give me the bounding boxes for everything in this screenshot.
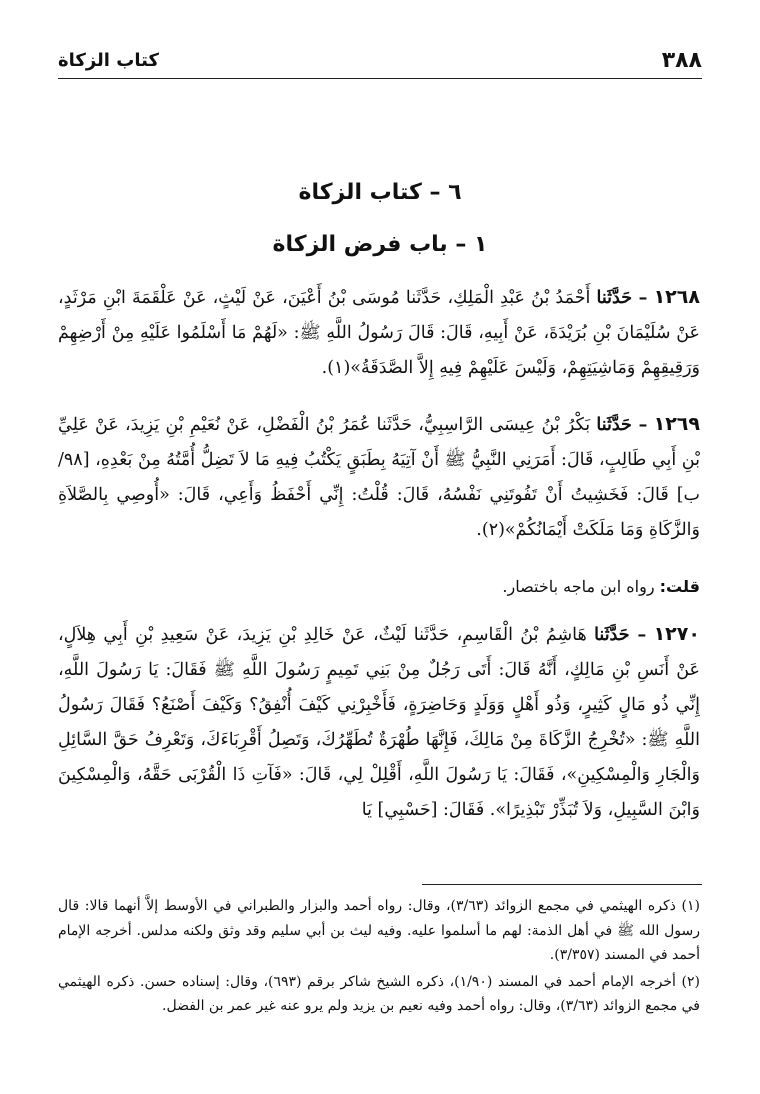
chapter-heading: ١ – باب فرض الزكاة (272, 232, 488, 257)
book-heading: ٦ – كتاب الزكاة (298, 180, 462, 205)
qult-label: قلت: (659, 577, 700, 596)
hadith-text: هَاشِمُ بْنُ الْقَاسِمِ، حَدَّثَنا لَيْثٌ، عَنْ خَالِدِ بْنِ يَزِيدَ، عَنْ سَعِيدِ بْنِ أَبِي هِلاَلٍ، عَنْ أَنَسِ بْنِ مَالِكٍ، أَنَّهُ قَالَ: أَتَى رَجُلٌ مِنْ بَنِي تَمِيمٍ رَسُولَ اللَّهِ ﷺ فَقَالَ: يَا رَسُولَ اللَّهِ، إِنِّي ذُو مَالٍ كَثِيرٍ، وَذُو أَهْلٍ وَوَلَدٍ وَحَاضِرَةٍ، فَأَخْبِرْنِي كَيْفَ أُنْفِقُ؟ وَكَيْفَ أَصْنَعُ؟ فَقَالَ رَسُولُ اللَّهِ ﷺ: «تُخْرِجُ الزَّكَاةَ مِنْ مَالِكَ، فَإِنَّهَا طُهْرَةٌ تُطَهِّرُكَ، وَتَصِلُ أَقْرِبَاءَكَ، وَتَعْرِفُ حَقَّ السَّائِلِ وَالْجَارِ وَالْمِسْكِينِ»، فَقَالَ: يَا رَسُولَ اللَّهِ، أَقْلِلْ لِي، قَالَ: «فَآتِ ذَا الْقُرْبَى حَقَّهُ، وَالْمِسْكِينَ وَابْنَ السَّبِيلِ، وَلاَ تُبَذِّرْ تَبْذِيرًا». فَقَالَ: [حَسْبِي] يَا (58, 625, 700, 820)
hadith-lead: – حَدَّثَنا (596, 415, 648, 435)
hadith-1270 (58, 617, 700, 828)
qult-text: رواه ابن ماجه باختصار. (502, 577, 655, 596)
hadith-lead: – حَدَّثَنا (594, 625, 647, 645)
footnote-2: (٢) أخرجه الإمام أحمد في المسند (١/٩٠)، ذكره الشيخ شاكر برقم (٦٩٣)، وقال: إسناده حسن. ذكره الهيثمي في مجمع الزوائد (٣/٦٣)، وقال: رواه أحمد وفيه نعيم بن يزيد ولم يرو عنه غير عمر بن الفضل. (58, 973, 700, 1014)
hadith-1268 (58, 280, 700, 386)
hadith-1269 (58, 407, 700, 548)
footnote-divider (422, 884, 702, 885)
running-head-title: كتاب الزكاة (58, 49, 159, 71)
hadith-number: ١٢٦٩ (653, 413, 700, 435)
page-number: ٣٨٨ (661, 47, 702, 73)
hadith-number: ١٢٦٨ (653, 286, 700, 308)
hadith-lead: – حَدَّثَنا (596, 288, 648, 308)
hadith-number: ١٢٧٠ (653, 623, 700, 645)
footnotes (58, 894, 700, 1021)
running-head (58, 42, 702, 79)
hadith-text: بَكْرُ بْنُ عِيسَى الرَّاسِبِيُّ، حَدَّثَنا عُمَرُ بْنُ الْفَضْلِ، عَنْ نُعَيْمِ بْنِ يَزِيدَ، عَنْ عَلِيِّ بْنِ أَبِي طَالِبٍ، قَالَ: أَمَرَنِي النَّبِيُّ ﷺ أَنْ آتِيَهُ بِطَبَقٍ يَكْتُبُ فِيهِ مَا لاَ تَضِلُّ أُمَّتُهُ مِنْ بَعْدِهِ، [٩٨/ب] قَالَ: فَخَشِيتُ أَنْ تَفُوتَنِي نَفْسُهُ، قَالَ: قُلْتُ: إِنِّي أَحْفَظُ وَأَعِي، قَالَ: «أُوصِي بِالصَّلاَةِ وَالزَّكَاةِ وَمَا مَلَكَتْ أَيْمَانُكُمْ»(٢). (58, 415, 700, 540)
qult-note (58, 572, 700, 602)
footnote-1: (١) ذكره الهيثمي في مجمع الزوائد (٣/٦٣)، وقال: رواه أحمد والبزار والطبراني في الأوسط إلاَّ أنهما قالا: قال رسول الله ﷺ في أهل الذمة: لهم ما أسلموا عليه. وفيه ليث بن أبي سليم وقد وثق ولكنه مدلس. أخرجه الإمام أحمد في المسند (٣/٣٥٧). (58, 898, 700, 963)
hadith-text: أَحْمَدُ بْنُ عَبْدِ الْمَلِكِ، حَدَّثَنا مُوسَى بْنُ أَعْيَنَ، عَنْ لَيْثٍ، عَنْ عَلْقَمَةَ ابْنِ مَرْثَدٍ، عَنْ سُلَيْمَانَ بْنِ بُرَيْدَةَ، عَنْ أَبِيهِ، قَالَ: قَالَ رَسُولُ اللَّهِ ﷺ: «لَهُمْ مَا أَسْلَمُوا عَلَيْهِ مِنْ أَرْضِهِمْ وَرَقِيقِهِمْ وَمَاشِيَتِهِمْ، وَلَيْسَ عَلَيْهِمْ فِيهِ إِلاَّ الصَّدَقَةُ»(١). (58, 288, 700, 378)
